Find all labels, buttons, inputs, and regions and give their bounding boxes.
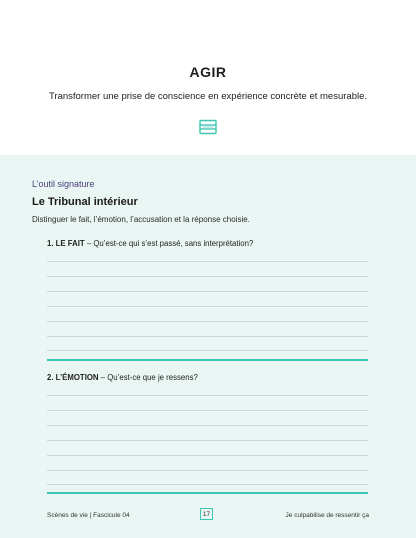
answer-line[interactable] bbox=[47, 470, 368, 471]
question-1-text: – Qu’est-ce qui s’est passé, sans interprétation? bbox=[84, 239, 254, 248]
worksheet-eyebrow: L’outil signature bbox=[32, 179, 95, 189]
answer-line[interactable] bbox=[47, 321, 368, 322]
worksheet-title: Le Tribunal intérieur bbox=[32, 196, 138, 208]
answer-line[interactable] bbox=[47, 425, 368, 426]
footer-chapter: Je culpabilise de ressentir ça bbox=[285, 512, 369, 519]
page-number: 17 bbox=[200, 508, 213, 520]
answer-line[interactable] bbox=[47, 276, 368, 277]
section-title: AGIR bbox=[189, 64, 227, 80]
question-2-text: – Qu’est-ce que je ressens? bbox=[98, 373, 198, 382]
worksheet bbox=[0, 155, 416, 538]
question-2 bbox=[47, 373, 198, 382]
section-divider bbox=[47, 359, 368, 361]
answer-line[interactable] bbox=[47, 455, 368, 456]
answer-line[interactable] bbox=[47, 395, 368, 396]
answer-line[interactable] bbox=[47, 440, 368, 441]
question-1 bbox=[47, 239, 253, 248]
answer-line[interactable] bbox=[47, 350, 368, 351]
footer-series: Scènes de vie | Fascicule 04 bbox=[47, 512, 130, 519]
answer-line[interactable] bbox=[47, 410, 368, 411]
answer-line[interactable] bbox=[47, 261, 368, 262]
section-divider bbox=[47, 492, 368, 494]
answer-line[interactable] bbox=[47, 306, 368, 307]
question-1-number: 1. LE FAIT bbox=[47, 239, 85, 248]
answer-line[interactable] bbox=[47, 291, 368, 292]
section-subtitle: Transformer une prise de conscience en expérience concrète et mesurable. bbox=[48, 91, 368, 102]
answer-line[interactable] bbox=[47, 336, 368, 337]
card-icon bbox=[199, 119, 217, 135]
page-footer bbox=[0, 505, 416, 529]
question-2-number: 2. L’ÉMOTION bbox=[47, 373, 99, 382]
worksheet-intro: Distinguer le fait, l’émotion, l’accusation et la réponse choisie. bbox=[32, 215, 250, 224]
section-header bbox=[0, 0, 416, 155]
answer-line[interactable] bbox=[47, 484, 368, 485]
